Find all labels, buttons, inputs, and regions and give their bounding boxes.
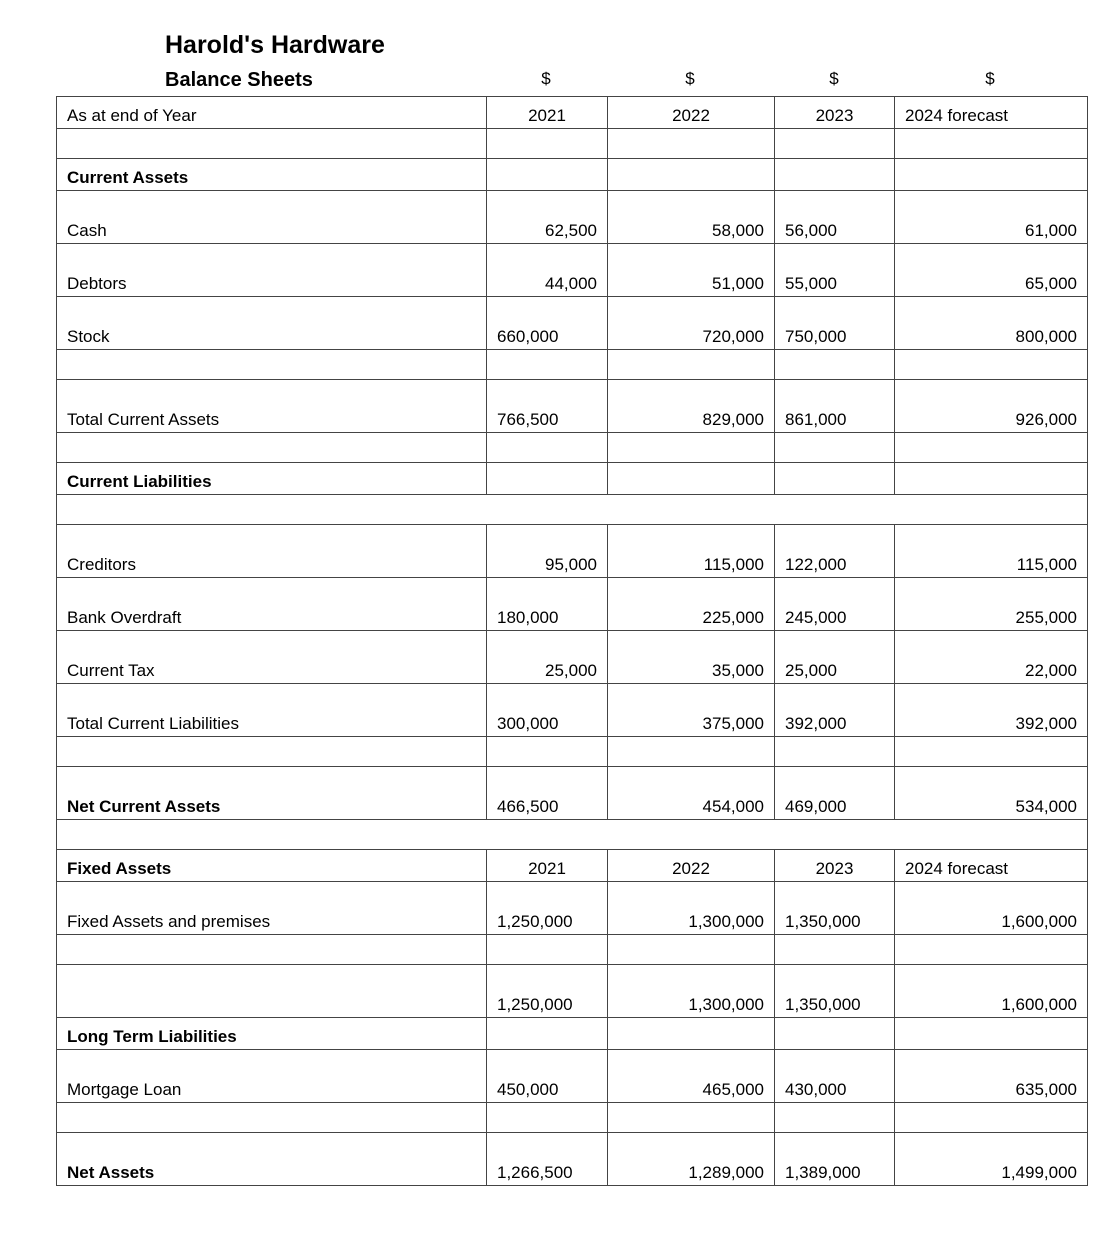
cell-2023: 1,350,000: [775, 882, 895, 935]
row-label: Stock: [57, 297, 487, 350]
cell-2023: 56,000: [775, 191, 895, 244]
sheet-title: Balance Sheets: [165, 69, 313, 91]
cell-2022: 375,000: [608, 684, 775, 737]
cell-2022: 51,000: [608, 244, 775, 297]
section-current-liabilities: [57, 463, 1088, 495]
section-fixed-assets: [57, 850, 1088, 882]
section-label: Fixed Assets: [57, 850, 487, 882]
cell-2023: 750,000: [775, 297, 895, 350]
cell-2021: 44,000: [487, 244, 608, 297]
cell-2022: 225,000: [608, 578, 775, 631]
row-cash: [57, 191, 1088, 244]
cell-2021: 300,000: [487, 684, 608, 737]
cell-2022: 829,000: [608, 380, 775, 433]
blank-row: [57, 495, 1088, 525]
cell-2023: 55,000: [775, 244, 895, 297]
row-label: Total Current Assets: [57, 380, 487, 433]
cell-2021: 466,500: [487, 767, 608, 820]
section-label: Current Assets: [57, 159, 487, 191]
cell-2021: 1,250,000: [487, 882, 608, 935]
cell-2023: 245,000: [775, 578, 895, 631]
cell-2021: 180,000: [487, 578, 608, 631]
blank-row: [57, 129, 1088, 159]
col-header-2023: 2023: [775, 850, 895, 882]
cell-2023: 861,000: [775, 380, 895, 433]
col-header-2022: 2022: [608, 850, 775, 882]
cell-2023: 1,389,000: [775, 1133, 895, 1186]
row-fixed-assets-premises: [57, 882, 1088, 935]
cell-2024: 1,600,000: [895, 965, 1088, 1018]
row-bank-overdraft: [57, 578, 1088, 631]
cell-2021: 25,000: [487, 631, 608, 684]
cell-2024: 800,000: [895, 297, 1088, 350]
blank-row: [57, 737, 1088, 767]
blank-row: [57, 935, 1088, 965]
row-total-current-assets: [57, 380, 1088, 433]
row-label: Current Tax: [57, 631, 487, 684]
row-label: Mortgage Loan: [57, 1050, 487, 1103]
row-debtors: [57, 244, 1088, 297]
blank-row: [57, 433, 1088, 463]
cell-2023: 469,000: [775, 767, 895, 820]
col-header-2023: 2023: [775, 97, 895, 129]
cell-2024: 1,499,000: [895, 1133, 1088, 1186]
col-header-2021: 2021: [487, 850, 608, 882]
cell-2024: 1,600,000: [895, 882, 1088, 935]
section-current-assets: [57, 159, 1088, 191]
cell-2021: 1,266,500: [487, 1133, 608, 1186]
cell-2022: 454,000: [608, 767, 775, 820]
currency-symbol-2021: $: [541, 69, 551, 88]
cell-2021: 95,000: [487, 525, 608, 578]
row-net-current-assets: [57, 767, 1088, 820]
cell-2024: 255,000: [895, 578, 1088, 631]
cell-2021: 660,000: [487, 297, 608, 350]
row-stock: [57, 297, 1088, 350]
col-header-2024: 2024 forecast: [895, 850, 1088, 882]
cell-2023: 122,000: [775, 525, 895, 578]
cell-2024: 22,000: [895, 631, 1088, 684]
section-long-term-liabilities: [57, 1018, 1088, 1050]
row-label: Bank Overdraft: [57, 578, 487, 631]
currency-symbol-2024: $: [985, 69, 995, 88]
row-creditors: [57, 525, 1088, 578]
year-header-row: [57, 97, 1088, 129]
row-label: [57, 965, 487, 1018]
cell-2024: 635,000: [895, 1050, 1088, 1103]
row-label: Fixed Assets and premises: [57, 882, 487, 935]
row-label: Cash: [57, 191, 487, 244]
section-label: Long Term Liabilities: [57, 1018, 487, 1050]
cell-2021: 766,500: [487, 380, 608, 433]
blank-row: [57, 820, 1088, 850]
cell-2022: 465,000: [608, 1050, 775, 1103]
currency-symbol-2023: $: [829, 69, 839, 88]
balance-sheet-table: [56, 96, 1088, 1186]
blank-row: [57, 1103, 1088, 1133]
row-mortgage-loan: [57, 1050, 1088, 1103]
col-header-2021: 2021: [487, 97, 608, 129]
cell-2024: 534,000: [895, 767, 1088, 820]
cell-2022: 1,300,000: [608, 965, 775, 1018]
cell-2022: 35,000: [608, 631, 775, 684]
row-current-tax: [57, 631, 1088, 684]
row-label: Debtors: [57, 244, 487, 297]
company-name: Harold's Hardware: [165, 31, 385, 59]
row-label: Total Current Liabilities: [57, 684, 487, 737]
row-fixed-assets-total: [57, 965, 1088, 1018]
row-label: Net Assets: [57, 1133, 487, 1186]
cell-2023: 430,000: [775, 1050, 895, 1103]
row-label: Creditors: [57, 525, 487, 578]
cell-2023: 1,350,000: [775, 965, 895, 1018]
cell-2022: 115,000: [608, 525, 775, 578]
row-net-assets: [57, 1133, 1088, 1186]
col-header-2022: 2022: [608, 97, 775, 129]
cell-2021: 450,000: [487, 1050, 608, 1103]
cell-2024: 61,000: [895, 191, 1088, 244]
cell-2022: 58,000: [608, 191, 775, 244]
section-label: Current Liabilities: [57, 463, 487, 495]
row-total-current-liabilities: [57, 684, 1088, 737]
cell-2022: 720,000: [608, 297, 775, 350]
cell-2023: 392,000: [775, 684, 895, 737]
cell-2022: 1,300,000: [608, 882, 775, 935]
cell-2024: 392,000: [895, 684, 1088, 737]
cell-2022: 1,289,000: [608, 1133, 775, 1186]
currency-symbol-2022: $: [685, 69, 695, 88]
cell-2021: 62,500: [487, 191, 608, 244]
blank-row: [57, 350, 1088, 380]
cell-2024: 926,000: [895, 380, 1088, 433]
cell-2023: 25,000: [775, 631, 895, 684]
year-header-label: As at end of Year: [57, 97, 487, 129]
row-label: Net Current Assets: [57, 767, 487, 820]
cell-2024: 65,000: [895, 244, 1088, 297]
cell-2024: 115,000: [895, 525, 1088, 578]
cell-2021: 1,250,000: [487, 965, 608, 1018]
col-header-2024: 2024 forecast: [895, 97, 1088, 129]
